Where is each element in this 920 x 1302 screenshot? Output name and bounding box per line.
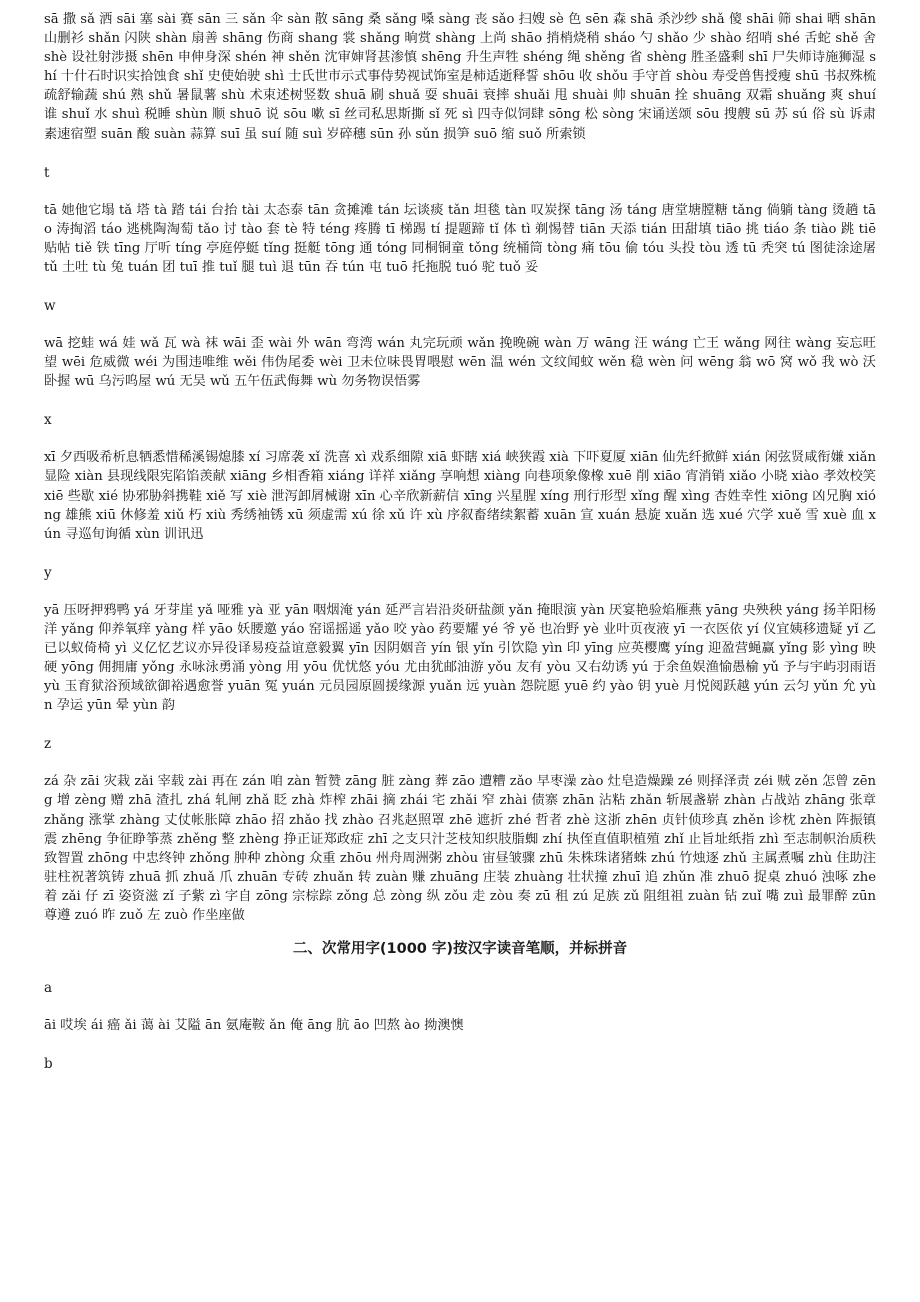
section-letter-x: x — [44, 412, 52, 429]
part-two-heading: 二、次常用字(1000 字)按汉字读音笔顺，并标拼音 — [292, 941, 628, 958]
section-x-text: xī 夕西吸希析息牺悉惜稀溪锡熄膝 xí 习席袭 xǐ 洗喜 xì 戏系细隙 xiā 虾瞎 xiá 峡狭霞 xià 下吓夏厦 xiān 仙先纤掀鲜 xián 闲弦贤咸衔嫌 xiǎn 显险 xiàn 县现线限宪陷馅羡献 xiāng 乡相香箱 xiáng 详祥 xiǎng 享响想 xiàng 向巷项象像橡 xuē 削 xiāo 宵消销 xiǎo 小晓 xiào 孝效校笑 xiē 些歇 xié 协邪胁斜携鞋 xiě 写 xiè 泄泻卸屑械谢 xīn 心辛欣新薪信 xīng 兴星腥 xíng 刑行形型 xǐng 醒 xìng 杏姓幸性 xiōng 凶兄胸 xióng 雄熊 xiū 休修羞 xiǔ 朽 xiù 秀绣袖锈 xū 须虚需 xú 徐 xǔ 许 xù 序叙畜绪续絮蓄 xuān 宣 xuán 悬旋 xuǎn 选 xué 穴学 xuě 雪 xuè 血 xún 寻巡旬询循 xùn 训讯迅 — [44, 450, 876, 542]
section-y-text: yā 压呀押鸦鸭 yá 牙芽崖 yǎ 哑雅 yà 亚 yān 咽烟淹 yán 延严言岩沿炎研盐颜 yǎn 掩眼演 yàn 厌宴艳验焰雁燕 yāng 央殃秧 yáng 扬羊阳杨洋 yǎng 仰养氧痒 yàng 样 yāo 妖腰邀 yáo 窑谣摇遥 yǎo 咬 yào 药要耀 yé 爷 yě 也冶野 yè 业叶页夜液 yī 一衣医依 yí 仪宜姨移遗疑 yǐ 乙已以蚁倚椅 yì 义亿忆艺议亦异役译易疫益谊意毅翼 yīn 因阴姻音 yín 银 yǐn 引饮隐 yìn 印 yīng 应英樱鹰 yíng 迎盈营蝇赢 yǐng 影 yìng 映硬 yōng 佣拥庸 yǒng 永咏泳勇涌 yòng 用 yōu 优忧悠 yóu 尤由犹邮油游 yǒu 友有 yòu 又右幼诱 yú 于余鱼娱渔愉愚榆 yǔ 予与宇屿羽雨语 yù 玉育狱浴预域欲御裕遇愈誉 yuān 冤 yuán 元员园原圆援缘源 yuǎn 远 yuàn 怨院愿 yuē 约 yào 钥 yuè 月悦阅跃越 yún 云匀 yǔn 允 yùn 孕运 yūn 晕 yùn 韵 — [44, 602, 876, 714]
section-s-continued: sā 撒 sǎ 洒 sāi 塞 sài 赛 sān 三 sǎn 伞 sàn 散 sāng 桑 sǎng 嗓 sàng 丧 sǎo 扫嫂 sè 色 sēn 森 shā 杀沙纱 shǎ 傻 shāi 筛 shai 晒 shān 山删衫 shǎn 闪陕 shàn 扇善 shāng 伤商 shang 裳 shǎng 晌赏 shàng 上尚 shāo 捎梢烧稍 sháo 勺 shǎo 少 shào 绍哨 shé 舌蛇 shě 舍 shè 设社射涉摄 shēn 申伸身深 shén 神 shěn 沈审婶肾甚渗慎 shēng 升生声牲 shéng 绳 shěng 省 shèng 胜圣盛剩 shī 尸失师诗施狮湿 shí 十什石时识实拾蚀食 shǐ 史使始驶 shì 士氏世市示式事侍势视试饰室是柿适逝释誓 shōu 收 shǒu 手守首 shòu 寿受兽售授瘦 shū 书叔殊梳疏舒输蔬 shú 熟 shǔ 暑鼠薯 shù 术束述树竖数 shuā 刷 shuǎ 耍 shuāi 衰摔 shuǎi 甩 shuài 帅 shuān 拴 shuāng 双霜 shuǎng 爽 shuí 谁 shuǐ 水 shuì 税睡 shùn 顺 shuō 说 sōu 嗽 sī 丝司私思斯撕 sǐ 死 sì 四寺似饲肆 sōng 松 sòng 宋诵送颂 sōu 搜艘 sū 苏 sú 俗 sù 诉肃素速宿塑 suān 酸 suàn 蒜算 suī 虽 suí 随 suì 岁碎穗 sūn 孙 sǔn 损笋 suō 缩 suǒ 所索锁 — [44, 12, 876, 142]
section-t-text: tā 她他它塌 tǎ 塔 tà 踏 tái 台抬 tài 太态泰 tān 贪摊滩 tán 坛谈痰 tǎn 坦毯 tàn 叹炭探 tāng 汤 táng 唐堂塘膛糖 tǎng 倘躺 tàng 烫趟 tāo 涛掏滔 táo 逃桃陶淘萄 tǎo 讨 tào 套 tè 特 téng 疼腾 tī 梯踢 tí 提题蹄 tǐ 体 tì 剃惕替 tiān 天添 tián 田甜填 tiāo 挑 tiáo 条 tiào 跳 tiē 贴帖 tiě 铁 tīng 厅听 tíng 亭庭停蜓 tǐng 挺艇 tōng 通 tóng 同桐铜童 tǒng 统桶筒 tòng 痛 tōu 偷 tóu 头投 tòu 透 tū 秃突 tú 图徒涂途屠 tǔ 土吐 tù 兔 tuán 团 tuī 推 tuǐ 腿 tuì 退 tūn 吞 tún 屯 tuō 托拖脱 tuó 驼 tuǒ 妥 — [44, 202, 876, 275]
part-two-letter-b: b — [44, 1056, 53, 1073]
section-letter-w: w — [44, 298, 56, 315]
section-letter-y: y — [44, 564, 52, 581]
section-letter-z: z — [44, 736, 52, 753]
section-w-text: wā 挖蛙 wá 娃 wǎ 瓦 wà 袜 wāi 歪 wài 外 wān 弯湾 wán 丸完玩顽 wǎn 挽晚碗 wàn 万 wāng 汪 wáng 亡王 wǎng 网往 wàng 妄忘旺望 wēi 危威微 wéi 为围违唯维 wěi 伟伪尾委 wèi 卫未位味畏胃喂慰 wēn 温 wén 文纹闻蚊 wěn 稳 wèn 问 wēng 翁 wō 窝 wǒ 我 wò 沃卧握 wū 乌污呜屋 wú 无吴 wǔ 五午伍武侮舞 wù 勿务物误悟雾 — [44, 336, 876, 390]
section-z-text: zá 杂 zāi 灾栽 zǎi 宰载 zài 再在 zán 咱 zàn 暂赞 zāng 脏 zàng 葬 zāo 遭糟 zǎo 早枣澡 zào 灶皂造燥躁 zé 则择泽责 zéi 贼 zěn 怎曾 zēng 增 zèng 赠 zhā 渣扎 zhá 轧闸 zhǎ 眨 zhà 炸榨 zhāi 摘 zhái 宅 zhǎi 窄 zhài 债寨 zhān 沾粘 zhǎn 斩展盏崭 zhàn 占战站 zhāng 张章 zhǎng 涨掌 zhàng 丈仗帐胀障 zhāo 招 zhǎo 找 zhào 召兆赵照罩 zhē 遮折 zhé 哲者 zhè 这浙 zhēn 贞针侦珍真 zhěn 诊枕 zhèn 阵振镇震 zhēng 争征睁筝蒸 zhěng 整 zhèng 挣正证郑政症 zhī 之支只汁芝枝知织肢脂蜘 zhí 执侄直值职植殖 zhǐ 止旨址纸指 zhì 至志制帜治质秩致智置 zhōng 中忠终钟 zhǒng 肿种 zhòng 众重 zhōu 州舟周洲粥 zhòu 宙昼皱骤 zhū 朱株珠诸猪蛛 zhú 竹烛逐 zhǔ 主属煮嘱 zhù 住助注驻柱祝著筑铸 zhuā 抓 zhuǎ 爪 zhuān 专砖 zhuǎn 转 zuàn 赚 zhuāng 庄装 zhuàng 壮状撞 zhuī 追 zhǔn 准 zhuō 捉桌 zhuó 浊啄 zhe 着 zǎi 仔 zī 姿资滋 zǐ 子紫 zì 字自 zōng 宗棕踪 zǒng 总 zòng 纵 zǒu 走 zòu 奏 zū 租 zú 足族 zǔ 阻组祖 zuàn 钻 zuǐ 嘴 zuì 最罪醉 zūn 尊遵 zuó 昨 zuǒ 左 zuò 作坐座做 — [44, 774, 876, 923]
part-two-a-text: āi 哎埃 ái 癌 ǎi 蔼 ài 艾隘 ān 氨庵鞍 ǎn 俺 āng 肮 āo 凹熬 ào 拗澳懊 — [44, 1018, 464, 1034]
section-letter-t: t — [44, 164, 50, 181]
part-two-letter-a: a — [44, 980, 53, 997]
